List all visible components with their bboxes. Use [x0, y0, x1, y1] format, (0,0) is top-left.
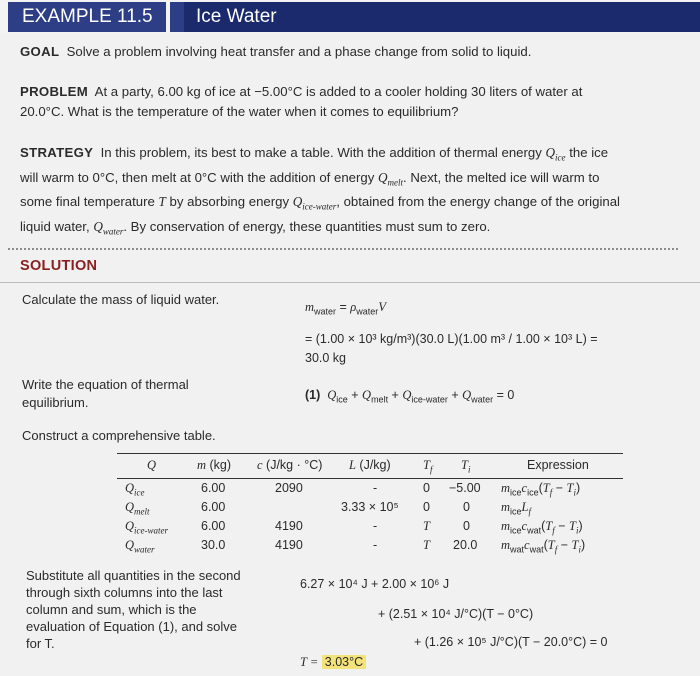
row-m: 6.00: [201, 519, 226, 533]
row-m: 30.0: [201, 538, 226, 552]
row-l: 3.33 × 10⁵: [341, 500, 399, 514]
step-equilibrium-line-1: Write the equation of thermal: [22, 377, 189, 392]
sum-line-3: + (1.26 × 10⁵ J/°C)(T − 20.0°C) = 0: [414, 635, 608, 649]
col-header-q: Q: [147, 458, 157, 472]
problem-label: PROBLEM: [20, 84, 89, 99]
substitute-line-4: evaluation of Equation (1), and solve: [26, 619, 238, 634]
row-ti: −5.00: [449, 481, 481, 495]
row-tf: 0: [423, 500, 430, 514]
row-q: $Q_{water}$: [125, 538, 155, 555]
table-row: [117, 519, 623, 537]
row-ti: 0: [463, 500, 470, 514]
table-row: [117, 500, 623, 518]
row-q: $Q_{ice}$: [125, 481, 145, 498]
solution-label: SOLUTION: [20, 258, 98, 274]
example-number: EXAMPLE 11.5: [8, 2, 166, 32]
goal-label: GOAL: [20, 44, 60, 59]
sum-line-1: 6.27 × 10⁴ J + 2.00 × 10⁶ J: [300, 577, 450, 591]
mass-calc-line-2: 30.0 kg: [305, 351, 347, 365]
row-expr: $m_{ice}c_{wat}(T_f - T_i)$: [501, 519, 583, 536]
col-header-tf: $T_f$: [423, 458, 433, 475]
row-expr: $m_{ice}L_f$: [501, 500, 532, 517]
strategy-line-3c: , obtained from the energy change of the original: [336, 194, 620, 210]
table-header-row: [117, 458, 623, 476]
strategy-line-2a: will warm to 0°C, then melt at 0°C with the addition of energy: [20, 169, 378, 185]
example-title-bar: [170, 2, 700, 32]
strategy-line-3a: some final temperature: [20, 194, 159, 210]
strategy-label: STRATEGY: [20, 145, 94, 160]
col-header-c: c (J/kg · °C): [257, 458, 323, 472]
row-l: -: [373, 538, 378, 552]
step-equilibrium-text: [22, 376, 189, 412]
equation-number: (1): [305, 388, 321, 402]
q-ice-water-symbol: $Q_{ice-water}$: [292, 194, 337, 212]
strategy-block: [20, 143, 620, 242]
row-tf: T: [423, 538, 430, 552]
row-m: 6.00: [201, 481, 226, 495]
goal-block: [20, 42, 531, 62]
problem-line-1: At a party, 6.00 kg of ice at −5.00°C is added to a cooler holding 30 liters of water at: [94, 84, 583, 99]
strategy-line-1a: In this problem, its best to make a table. With the addition of thermal energy: [100, 145, 546, 160]
row-q: $Q_{ice-water}$: [125, 519, 169, 536]
table-row: [117, 538, 623, 556]
section-divider: [8, 248, 678, 250]
row-m: 6.00: [201, 500, 226, 514]
row-l: -: [373, 519, 378, 533]
strategy-line-4b: . By conservation of energy, these quantities must sum to zero.: [123, 218, 491, 234]
sum-line-2: + (2.51 × 10⁴ J/°C)(T − 0°C): [378, 607, 534, 621]
substitute-line-2: through sixth columns into the last: [26, 585, 223, 600]
table-top-rule: [117, 453, 623, 454]
mass-equation: $m_{water} = \rho_{water}V$: [305, 300, 386, 317]
step-equilibrium-line-2: equilibrium.: [22, 395, 89, 410]
row-c: 4190: [275, 538, 303, 552]
row-expr: $m_{ice}c_{ice}(T_f - T_i)$: [501, 481, 581, 498]
step-table-text: Construct a comprehensive table.: [22, 428, 216, 443]
row-c: 4190: [275, 519, 303, 533]
row-tf: T: [423, 519, 430, 533]
col-header-ti: $T_i$: [461, 458, 471, 475]
substitute-line-3: column and sum, which is the: [26, 602, 197, 617]
row-q: $Q_{melt}$: [125, 500, 150, 517]
table-header-rule: [117, 478, 623, 479]
problem-block: [20, 82, 582, 122]
strategy-line-2b: . Next, the melted ice will warm to: [403, 169, 600, 185]
substitute-line-1: Substitute all quantities in the second: [26, 568, 241, 583]
row-ti: 20.0: [453, 538, 478, 552]
strategy-line-4a: liquid water,: [20, 218, 94, 234]
t-symbol: T: [158, 194, 166, 210]
col-header-l: L (J/kg): [349, 458, 391, 472]
step-mass-text: Calculate the mass of liquid water.: [22, 292, 220, 307]
q-water-symbol: $Q_{water}$: [93, 218, 124, 237]
row-ti: 0: [463, 519, 470, 533]
answer-lhs: T =: [300, 655, 319, 669]
example-header: [0, 0, 700, 34]
table-row: [117, 481, 623, 499]
step-substitute-text: [26, 567, 241, 652]
row-expr: $m_{wat}c_{wat}(T_f - T_i)$: [501, 538, 586, 555]
goal-text: Solve a problem involving heat transfer and a phase change from solid to liquid.: [66, 44, 532, 59]
row-tf: 0: [423, 481, 430, 495]
q-melt-symbol: $Q_{melt}$: [377, 169, 404, 188]
strategy-line-1b: the ice: [565, 145, 609, 160]
solution-underline: [0, 282, 700, 283]
strategy-line-3b: by absorbing energy: [165, 194, 293, 210]
row-c: 2090: [275, 481, 303, 495]
mass-calc-line-1: = (1.00 × 10³ kg/m³)(30.0 L)(1.00 m³ / 1.00 × 10³ L) =: [305, 332, 598, 346]
substitute-line-5: for T.: [26, 636, 55, 651]
col-header-m: m (kg): [197, 458, 232, 472]
equilibrium-equation: (1) $Q_{ice} + Q_{melt} + Q_{ice-water} + Q_{water} = 0$: [305, 388, 515, 405]
problem-line-2: 20.0°C. What is the temperature of the water when it comes to equilibrium?: [20, 104, 459, 119]
final-answer: [300, 653, 366, 671]
row-l: -: [373, 481, 378, 495]
q-ice-symbol: $Q_{ice}$: [545, 145, 566, 163]
example-title: Ice Water: [196, 6, 277, 27]
answer-highlight: 3.03°C: [322, 655, 366, 669]
col-header-expr: Expression: [527, 458, 589, 472]
